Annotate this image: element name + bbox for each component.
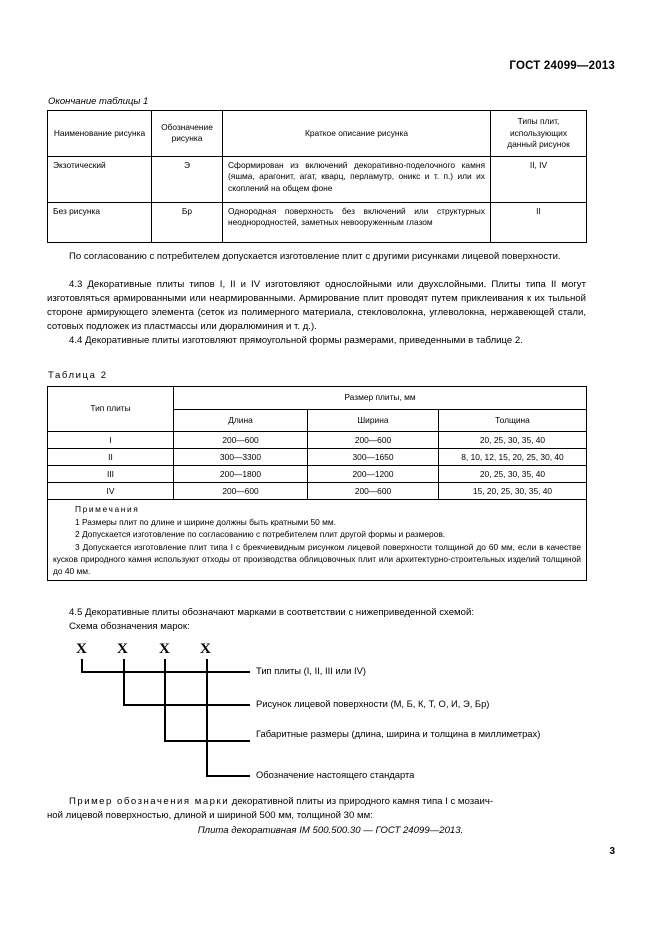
- paragraph-4-5-subtitle: Схема обозначения марок:: [69, 621, 190, 632]
- table-row: [48, 483, 587, 500]
- table1-cell-name: Экзотический: [48, 156, 152, 202]
- table-row: [48, 449, 587, 466]
- scheme-hline-3: [164, 740, 250, 742]
- table1-cell-types: II, IV: [491, 156, 587, 202]
- note-item: 1 Размеры плит по длине и ширине должны быть кратными 50 мм.: [75, 517, 336, 528]
- example-paragraph: [47, 795, 586, 809]
- table2-col-header-length: Длина: [174, 409, 308, 432]
- scheme-label-surface-pattern: Рисунок лицевой поверхности (М, Б, К, Т, О, И, Э, Бр): [256, 698, 490, 709]
- table2-header-row-top: [48, 387, 587, 410]
- paragraph-agreement-text: По согласованию с потребителем допускается изготовление плит с другими рисунками лицевой поверхности.: [69, 251, 561, 262]
- table1-cell-code: Бр: [152, 202, 223, 242]
- scheme-hline-4: [206, 775, 250, 777]
- table2-cell-thickness: 15, 20, 25, 30, 35, 40: [439, 483, 587, 500]
- table2-cell-type: IV: [48, 483, 174, 500]
- table2-notes-row: [48, 500, 587, 581]
- scheme-vline-1: [81, 659, 83, 673]
- scheme-mark-x-3: X: [159, 641, 170, 657]
- paragraph-4-3-text: 4.3 Декоративные плиты типов I, II и IV изготовляют однослойными или двухслойными. Плиты типа II могут изготовляться армированными или неармированными. Армирование плит проводят путем приклеивания к их тыльной стороне армирующего элемента (сеток из полимерного материала, стекловолокна, углеволокна, нержавеющей стали, сотовых подложек из пластмассы или дюралюминия и т. д.).: [47, 279, 586, 333]
- table2-cell-thickness: 20, 25, 30, 35, 40: [439, 466, 587, 483]
- table1-cell-name: Без рисунка: [48, 202, 152, 242]
- table2-col-header-thickness: Толщина: [439, 409, 587, 432]
- table2-cell-width: 200—1200: [308, 466, 439, 483]
- paragraph-4-5: [47, 606, 586, 620]
- paragraph-agreement: [47, 250, 586, 264]
- scheme-mark-x-1: X: [76, 641, 87, 657]
- paragraph-4-3: [47, 278, 586, 334]
- table1-col-header-name: Наименование рисунка: [48, 111, 152, 157]
- table2-cell-width: 200—600: [308, 432, 439, 449]
- example-designation: Плита декоративная IM 500.500.30 — ГОСТ 24099—2013.: [197, 825, 464, 836]
- table2-cell-type: I: [48, 432, 174, 449]
- table2-cell-length: 300—3300: [174, 449, 308, 466]
- table2-cell-width: 200—600: [308, 483, 439, 500]
- table-row: [48, 466, 587, 483]
- table1-cell-code: Э: [152, 156, 223, 202]
- example-rest: декоративной плиты из природного камня типа I с мозаич-: [229, 796, 494, 807]
- note-item: 2 Допускается изготовление по согласованию с потребителем плит другой формы и размеров.: [75, 529, 446, 540]
- table2-cell-width: 300—1650: [308, 449, 439, 466]
- paragraph-4-4: [47, 334, 586, 348]
- scheme-label-standard-designation: Обозначение настоящего стандарта: [256, 769, 415, 780]
- table2-cell-type: III: [48, 466, 174, 483]
- table1-header-row: [48, 111, 587, 157]
- scheme-hline-1: [81, 671, 250, 673]
- table-row: [48, 432, 587, 449]
- table2-caption: Таблица 2: [48, 370, 108, 381]
- table1-cell-description: Сформирован из включений декоративно-поделочного камня (яшма, арагонит, агат, кварц, перламутр, оникс и т. п.) или их скоплений на общем фоне: [223, 156, 491, 202]
- scheme-label-overall-dimensions: Габаритные размеры (длина, ширина и толщина в миллиметрах): [256, 728, 541, 739]
- scheme-vline-2: [123, 659, 125, 705]
- table2-col-header-width: Ширина: [308, 409, 439, 432]
- table2-cell-type: II: [48, 449, 174, 466]
- table-end-of-table-1: [47, 110, 587, 243]
- table-row: [48, 156, 587, 202]
- table1-col-header-code: Обозначение рисунка: [152, 111, 223, 157]
- scheme-mark-x-2: X: [117, 641, 128, 657]
- table-row: [48, 202, 587, 242]
- table1-caption: Окончание таблицы 1: [48, 96, 149, 107]
- notes-title: Примечания: [75, 504, 140, 514]
- paragraph-4-5-text: 4.5 Декоративные плиты обозначают марками в соответствии с нижеприведенной схемой:: [69, 607, 475, 618]
- table2-cell-length: 200—1800: [174, 466, 308, 483]
- scheme-mark-x-4: X: [200, 641, 211, 657]
- table2-cell-thickness: 20, 25, 30, 35, 40: [439, 432, 587, 449]
- table2-col-header-size-group: Размер плиты, мм: [174, 387, 587, 410]
- note-item: 3 Допускается изготовление плит типа I с брекчиевидным рисунком лицевой поверхности толщиной до 60 мм, если в качестве кусков природного камня используют отходы от производства облицовочных плит или архитектурно-строительных изделий толщиной до 40 мм.: [53, 541, 581, 577]
- example-prefix: Пример обозначения марки: [69, 796, 230, 807]
- page-number: 3: [609, 846, 615, 857]
- table-plate-dimensions: [47, 386, 587, 581]
- scheme-vline-4: [206, 659, 208, 776]
- table1-col-header-types: Типы плит, использующих данный рисунок: [491, 111, 587, 157]
- table1-cell-description: Однородная поверхность без включений или структурных неоднородностей, заметных невооруженным глазом: [223, 202, 491, 242]
- example-paragraph-line2: ной лицевой поверхностью, длиной и шириной 500 мм, толщиной 30 мм:: [47, 810, 373, 821]
- table2-cell-thickness: 8, 10, 12, 15, 20, 25, 30, 40: [439, 449, 587, 466]
- table2-notes-cell: [48, 500, 587, 581]
- scheme-hline-2: [123, 704, 250, 706]
- scheme-label-plate-type: Тип плиты (I, II, III или IV): [256, 665, 366, 676]
- table2-col-header-type: Тип плиты: [48, 387, 174, 432]
- table1-col-header-description: Краткое описание рисунка: [223, 111, 491, 157]
- standard-number-header: ГОСТ 24099—2013: [509, 60, 615, 72]
- paragraph-4-4-text: 4.4 Декоративные плиты изготовляют прямоугольной формы размерами, приведенными в таблице 2.: [69, 335, 523, 346]
- scheme-vline-3: [164, 659, 166, 741]
- table2-cell-length: 200—600: [174, 483, 308, 500]
- table1-cell-types: II: [491, 202, 587, 242]
- table2-cell-length: 200—600: [174, 432, 308, 449]
